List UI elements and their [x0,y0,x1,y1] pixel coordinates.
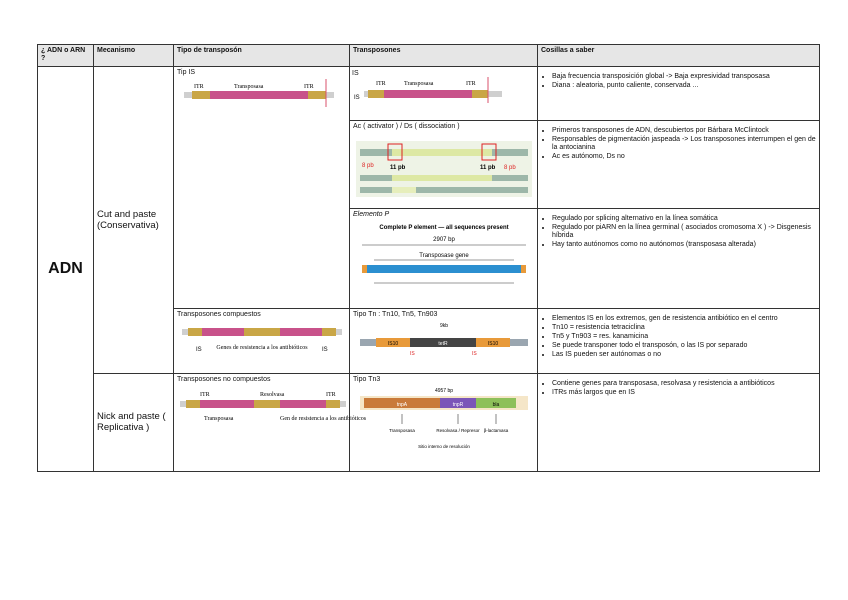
group-adn: ADN [38,66,94,471]
is-type-itr-left: ITR [194,83,204,90]
acds-left-s: 8 pb [362,163,374,170]
notes-is-cell [538,66,820,120]
notes-is-item: • Baja frecuencia transposición global -> Baja expresividad transposasa [552,73,819,81]
header-transposons: Transposones [350,45,538,67]
mechanism-nick-paste: Nick and paste ( Replicativa ) [94,373,174,471]
tn10-is-label-right: IS [472,351,477,358]
notes-acds-item: • Ac es autónomo, Ds no [552,153,819,161]
acds-right-s: 8 pb [504,165,516,172]
noncomposite-itr-right: ITR [326,391,336,398]
tn3-diagram [356,386,532,466]
transposon-is-cell [350,66,538,120]
notes-is-item: • Diana : aleatoria, punto caliente, conservada ... [552,82,819,90]
type-noncomposite-label: Transposones no compuestos [177,375,271,383]
acds-left-bp: 11 pb [390,165,406,172]
transposon-tn3-cell [350,373,538,471]
is-row-transposase: Transposasa [404,80,434,87]
tn3-box-bla: bla [492,401,500,408]
tn10-left-box: IS10 [387,341,399,348]
notes-tn3-cell [538,373,820,471]
tn3-length: 4957 bp [434,387,454,394]
notes-p-cell [538,208,820,308]
notes-is-list [538,67,819,90]
notes-tn3-item: • Contiene genes para transposasa, resolvasa y resistencia a antibióticos [552,380,819,388]
p-element-length: 2907 bp [433,236,455,243]
tn10-right-box: IS10 [487,341,499,348]
is-row-label: IS [354,94,360,101]
p-element-heading: Complete P element — all sequences present [379,224,509,231]
tn10-title: Tipo Tn : Tn10, Tn5, Tn903 [353,311,438,319]
is-type-diagram [184,79,334,107]
transposon-table [37,44,820,472]
noncomposite-itr-left: ITR [200,391,210,398]
is-row-itr-right: ITR [466,80,476,87]
notes-tn10-cell [538,309,820,374]
tn3-box-tnpa: tnpA [396,401,408,408]
type-is-label: Tip IS [177,68,196,76]
composite-diagram [182,321,342,369]
tn3-label-betalactamase: β-lactamasa [483,427,509,433]
notes-tn10-item: • Tn5 y Tn903 = res. kanamicina [552,333,819,341]
notes-tn3-list [538,374,819,397]
transposon-p-cell [350,208,538,308]
noncomposite-resistance: Gen de resistencia a los antibióticos [280,415,367,422]
tn3-box-tnpr: tnpR [452,401,464,408]
tn3-label-transposase: Transposasa [389,427,415,433]
p-element-diagram [356,221,532,299]
notes-p-item: • Hay tanto autónomos como no autónomos (transposasa alterada) [552,241,819,249]
mechanism-cut-paste: Cut and paste (Conservativa) [94,66,174,373]
notes-tn10-item: • Tn10 = resistencia tetraciclina [552,324,819,332]
noncomposite-transposase: Transposasa [204,415,234,422]
acds-right-bp: 11 pb [480,165,496,172]
type-composite-label: Transposones compuestos [177,311,261,319]
type-is-cell [174,66,350,308]
transposon-tn10-cell [350,309,538,374]
tn10-diagram [356,321,532,367]
acds-title: Ac ( activator ) / Ds ( dissociation ) [353,123,460,131]
composite-is-right: IS [322,347,328,354]
header-transposon-type: Tipo de transposón [174,45,350,67]
tn3-label-resolvase: Resolvasa / Represor [436,427,480,433]
notes-tn10-item: • Las IS pueden ser autónomas o no [552,351,819,359]
is-row-diagram [354,73,504,105]
type-composite-cell [174,309,350,374]
p-element-gene: Transposase gene [419,252,469,259]
header-notes: Cosillas a saber [538,45,820,67]
notes-tn10-item: • Se puede transponer todo el transposón, o las IS por separado [552,342,819,350]
p-title: Elemento P [353,210,390,218]
acds-diagram [356,135,532,201]
notes-tn10-list [538,309,819,359]
composite-genes: Genes de resistencia a los antibióticos [216,345,308,352]
notes-tn10-item: • Elementos IS en los extremos, gen de resistencia antibiótico en el centro [552,315,819,323]
notes-tn3-item: • ITRs más largos que en IS [552,389,819,397]
header-mechanism: Mecanismo [94,45,174,67]
is-type-transposase: Transposasa [234,83,264,90]
notes-acds-item: • Primeros transposones de ADN, descubiertos por Bárbara McClintock [552,127,819,135]
tn10-is-label-left: IS [410,351,415,358]
is-row-itr-left: ITR [376,80,386,87]
tn10-length: 9kb [439,323,449,330]
tn3-label-resolution-site: Sitio interno de resolución [418,443,470,449]
is-type-itr-right: ITR [304,83,314,90]
notes-acds-list [538,121,819,161]
transposon-is-label: IS [352,70,359,77]
notes-acds-item: • Responsables de pigmentación jaspeada -> Los transposones interrumpen el gen de la antocianina [552,136,819,152]
header-adn-arn: ¿ ADN o ARN ? [38,45,94,67]
composite-is-left: IS [196,347,202,354]
transposon-acds-cell [350,121,538,209]
notes-p-item: • Regulado por splicing alternativo en la línea somática [552,215,819,223]
tn3-title: Tipo Tn3 [353,375,381,383]
notes-acds-cell [538,121,820,209]
noncomposite-diagram [180,386,367,450]
tn10-mid-box: tetR [438,341,448,348]
noncomposite-resolvase: Resolvasa [260,391,285,398]
notes-p-list [538,209,819,249]
notes-p-item: • Regulado por piARN en la línea germinal ( asociados cromosoma X ) -> Disgenesis híbrida [552,224,819,240]
